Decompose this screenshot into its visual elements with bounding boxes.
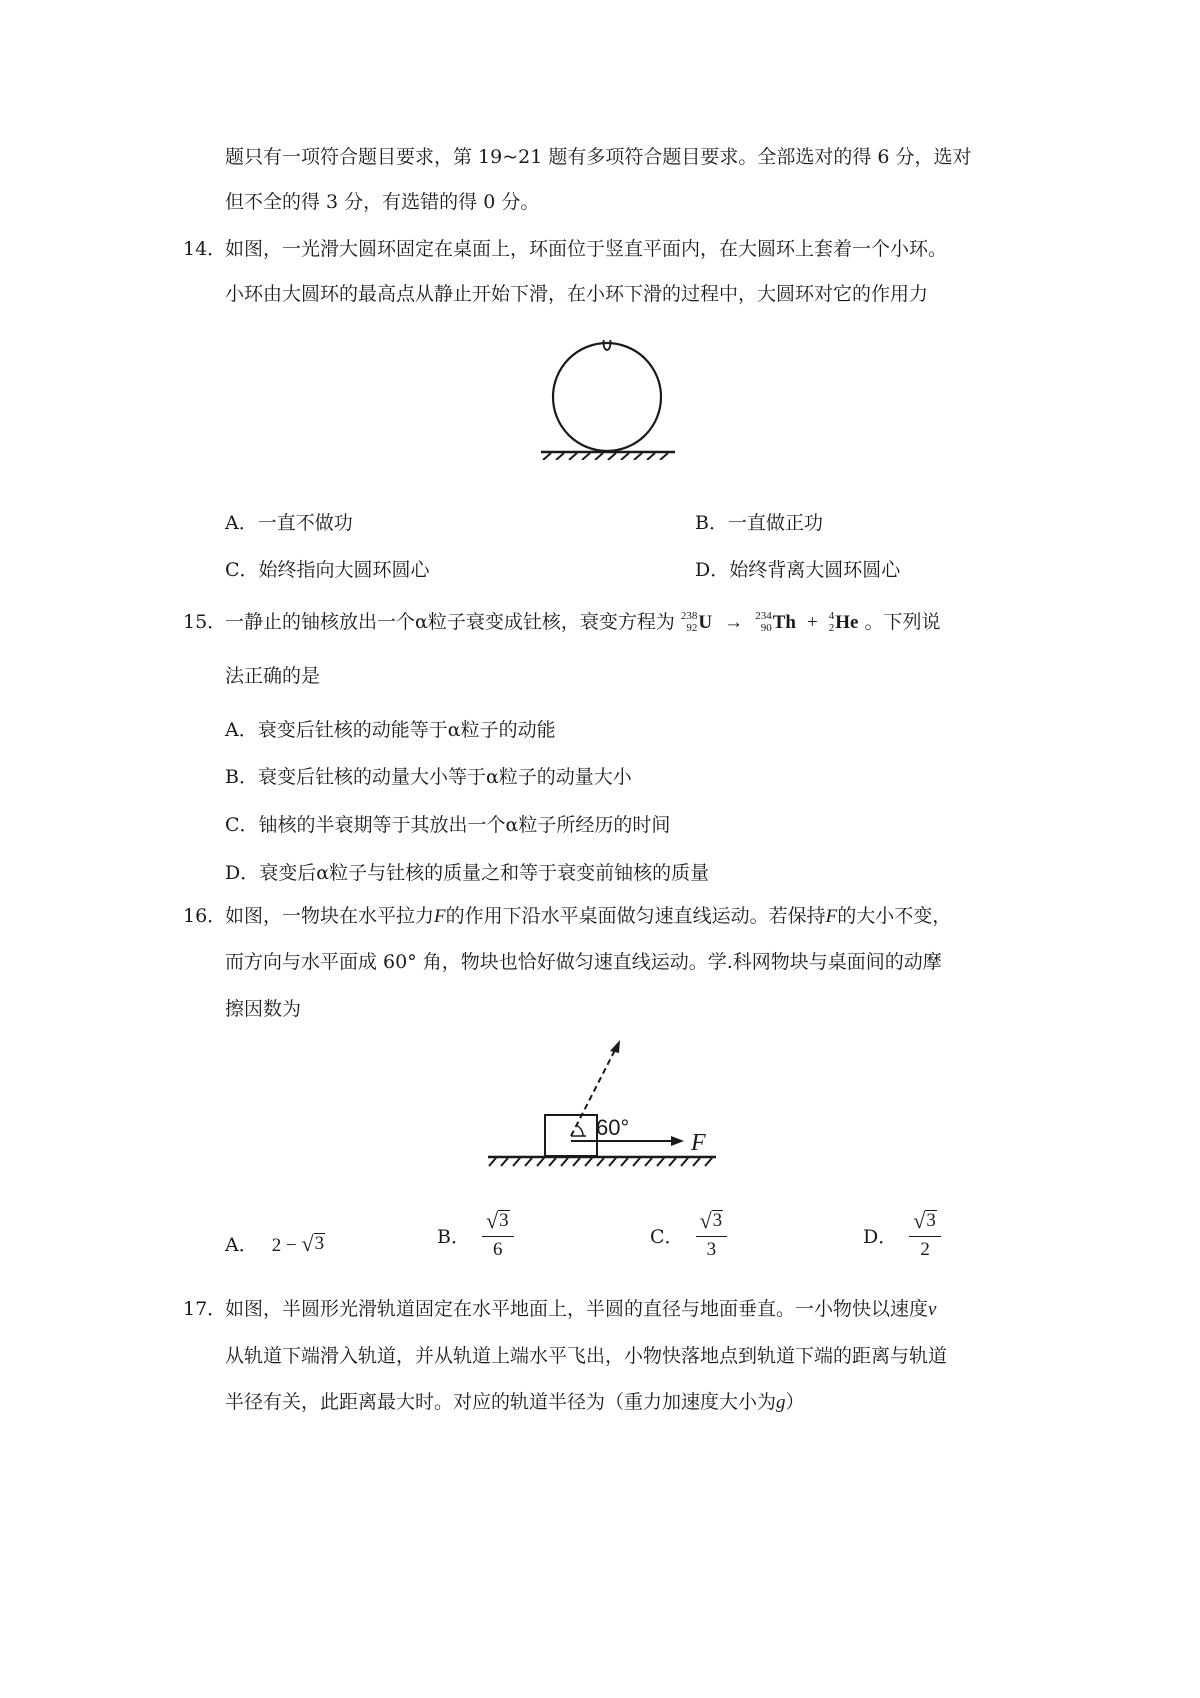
angled-force-arrowhead	[610, 1040, 620, 1053]
q16-number: 16．	[183, 905, 227, 927]
q16-line-2: 而方向与水平面成 60° 角，物块也恰好做匀速直线运动。学.科网物块与桌面间的动摩	[225, 951, 942, 973]
q15-line-2: 法正确的是	[225, 665, 321, 687]
horizontal-force-arrowhead	[671, 1136, 684, 1146]
q15-line-1: 一静止的铀核放出一个α粒子衰变成钍核，衰变方程为 238 92 U → 234 90 Th + 4 2 He 。下列说	[225, 606, 941, 639]
fraction: √ 3 6	[482, 1210, 514, 1261]
q15-option-d[interactable]: D．衰变后α粒子与钍核的质量之和等于衰变前铀核的质量	[225, 862, 710, 884]
fraction: √ 3 3	[696, 1210, 728, 1261]
plus-sign: +	[807, 612, 818, 633]
table-hatching	[489, 1158, 712, 1166]
thorium-nuclide: 234 90 Th	[755, 610, 796, 634]
ring-on-table-figure	[535, 340, 680, 460]
q14-option-c[interactable]: C．始终指向大圆环圆心	[225, 559, 430, 581]
fraction: √ 3 2	[909, 1210, 941, 1261]
q14-option-b[interactable]: B．一直做正功	[695, 512, 823, 534]
q16-option-d[interactable]: D． √ 3 2	[863, 1210, 941, 1261]
block-force-figure	[480, 1040, 720, 1175]
q17-line-3: 半径有关，此距离最大时。对应的轨道半径为（重力加速度大小为g）	[225, 1391, 805, 1413]
intro-line-1: 题只有一项符合题目要求，第 19~21 题有多项符合题目要求。全部选对的得 6 分，选对	[225, 146, 972, 168]
q16-line-1: 如图，一物块在水平拉力F的作用下沿水平桌面做匀速直线运动。若保持F的大小不变，	[225, 905, 952, 927]
q15-option-c[interactable]: C．铀核的半衰期等于其放出一个α粒子所经历的时间	[225, 814, 671, 836]
helium-nuclide: 4 2 He	[828, 610, 859, 634]
q16-option-a[interactable]: A． 2 − √ 3	[225, 1231, 325, 1256]
decay-arrow: →	[724, 612, 744, 633]
q15-option-b[interactable]: B．衰变后钍核的动量大小等于α粒子的动量大小	[225, 766, 632, 788]
small-ring	[604, 340, 611, 350]
q17-line-2: 从轨道下端滑入轨道，并从轨道上端水平飞出，小物快落地点到轨道下端的距离与轨道	[225, 1345, 948, 1367]
sqrt-expression: √ 3	[301, 1231, 325, 1256]
q14-number: 14．	[183, 238, 227, 260]
q16-line-3: 擦因数为	[225, 998, 302, 1020]
q14-line-1: 如图，一光滑大圆环固定在桌面上，环面位于竖直平面内，在大圆环上套着一个小环。	[225, 238, 948, 260]
q14-option-a[interactable]: A．一直不做功	[225, 512, 353, 534]
q16-option-c[interactable]: C． √ 3 3	[650, 1210, 727, 1261]
q17-number: 17．	[183, 1298, 227, 1320]
table-hatching	[543, 453, 668, 460]
q17-line-1: 如图，半圆形光滑轨道固定在水平地面上，半圆的直径与地面垂直。一小物快以速度v	[225, 1298, 937, 1320]
force-label: F	[691, 1130, 706, 1156]
angle-arc	[576, 1125, 583, 1136]
uranium-nuclide: 238 92 U	[680, 610, 713, 634]
q14-line-2: 小环由大圆环的最高点从静止开始下滑，在小环下滑的过程中，大圆环对它的作用力	[225, 283, 929, 305]
intro-line-2: 但不全的得 3 分，有选错的得 0 分。	[225, 191, 540, 213]
q15-number: 15．	[183, 611, 227, 633]
q15-option-a[interactable]: A．衰变后钍核的动能等于α粒子的动能	[225, 719, 556, 741]
angle-label: 60°	[596, 1115, 630, 1140]
q16-option-b[interactable]: B． √ 3 6	[437, 1210, 514, 1261]
large-ring	[553, 343, 661, 451]
q14-option-d[interactable]: D．始终背离大圆环圆心	[695, 559, 901, 581]
